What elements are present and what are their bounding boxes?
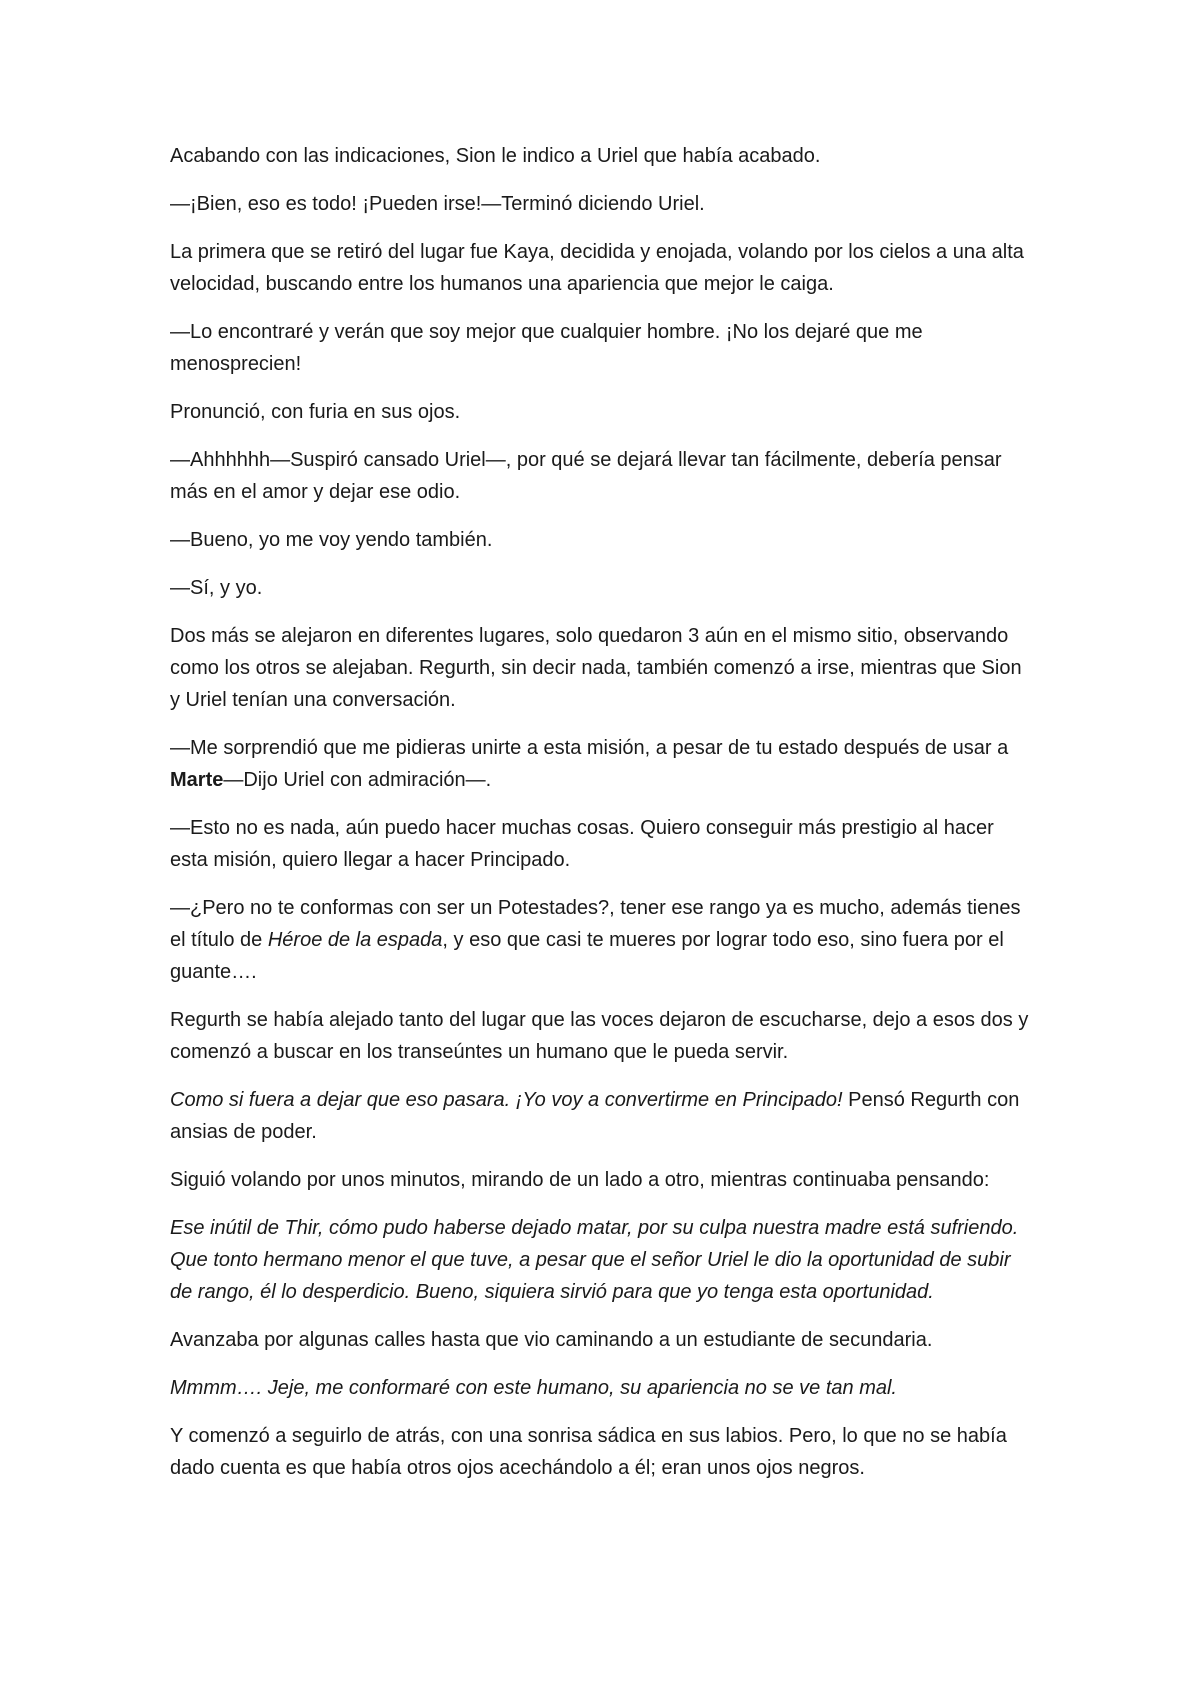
paragraph-text: , y eso que casi te mueres por lograr todo eso, sino fuera por el guante…. [170, 929, 1004, 983]
paragraph-text: —Dijo Uriel con admiración—. [223, 769, 492, 791]
italic-text: Como si fuera a dejar que eso pasara. ¡Yo voy a convertirme en Principado! [170, 1089, 843, 1111]
paragraph: La primera que se retiró del lugar fue Kaya, decidida y enojada, volando por los cielos a una alta velocidad, buscando entre los humanos una apariencia que mejor le caiga. [170, 241, 1024, 295]
paragraph: —Ahhhhhh—Suspiró cansado Uriel—, por qué se dejará llevar tan fácilmente, debería pensar más en el amor y dejar ese odio. [170, 449, 1002, 503]
paragraph: Mmmm…. Jeje, me conformaré con este humano, su apariencia no se ve tan mal. [170, 1377, 897, 1399]
bold-text: Marte [170, 769, 224, 791]
paragraph: —Esto no es nada, aún puedo hacer muchas cosas. Quiero conseguir más prestigio al hacer esta misión, quiero llegar a hacer Principado. [170, 817, 994, 871]
paragraph-text: —¿Pero no te conformas con ser un Potestades?, tener ese rango ya es mucho, además tienes el título de [170, 897, 1021, 951]
paragraph: Pronunció, con furia en sus ojos. [170, 401, 461, 423]
document-page [170, 140, 1030, 1500]
paragraph: —¡Bien, eso es todo! ¡Pueden irse!—Terminó diciendo Uriel. [170, 193, 705, 215]
paragraph: Dos más se alejaron en diferentes lugares, solo quedaron 3 aún en el mismo sitio, observando como los otros se alejaban. Regurth, sin decir nada, también comenzó a irse, mientras que Sion y Uriel tenían una conversación. [170, 625, 1022, 711]
paragraph: —Sí, y yo. [170, 577, 263, 599]
paragraph: Ese inútil de Thir, cómo pudo haberse dejado matar, por su culpa nuestra madre está sufriendo. Que tonto hermano menor el que tuve, a pesar que el señor Uriel le dio la oportunidad de subir de rango, él lo desperdicio. Bueno, siquiera sirvió para que yo tenga esta oportunidad. [170, 1217, 1019, 1303]
italic-text: Héroe de la espada [267, 929, 443, 951]
paragraph [170, 732, 1030, 796]
paragraph: —Lo encontraré y verán que soy mejor que cualquier hombre. ¡No los dejaré que me menosprecien! [170, 321, 923, 375]
paragraph [170, 1084, 1030, 1148]
paragraph [170, 892, 1030, 988]
paragraph: —Bueno, yo me voy yendo también. [170, 529, 493, 551]
paragraph: Siguió volando por unos minutos, mirando de un lado a otro, mientras continuaba pensando: [170, 1169, 990, 1191]
paragraph: Regurth se había alejado tanto del lugar que las voces dejaron de escucharse, dejo a esos dos y comenzó a buscar en los transeúntes un humano que le pueda servir. [170, 1009, 1029, 1063]
paragraph: Y comenzó a seguirlo de atrás, con una sonrisa sádica en sus labios. Pero, lo que no se había dado cuenta es que había otros ojos acechándolo a él; eran unos ojos negros. [170, 1425, 1007, 1479]
paragraph-text: —Me sorprendió que me pidieras unirte a esta misión, a pesar de tu estado después de usar a [170, 737, 1009, 759]
paragraph: Avanzaba por algunas calles hasta que vio caminando a un estudiante de secundaria. [170, 1329, 933, 1351]
paragraph-text: Pensó Regurth con ansias de poder. [170, 1089, 1020, 1143]
paragraph: Acabando con las indicaciones, Sion le indico a Uriel que había acabado. [170, 145, 821, 167]
